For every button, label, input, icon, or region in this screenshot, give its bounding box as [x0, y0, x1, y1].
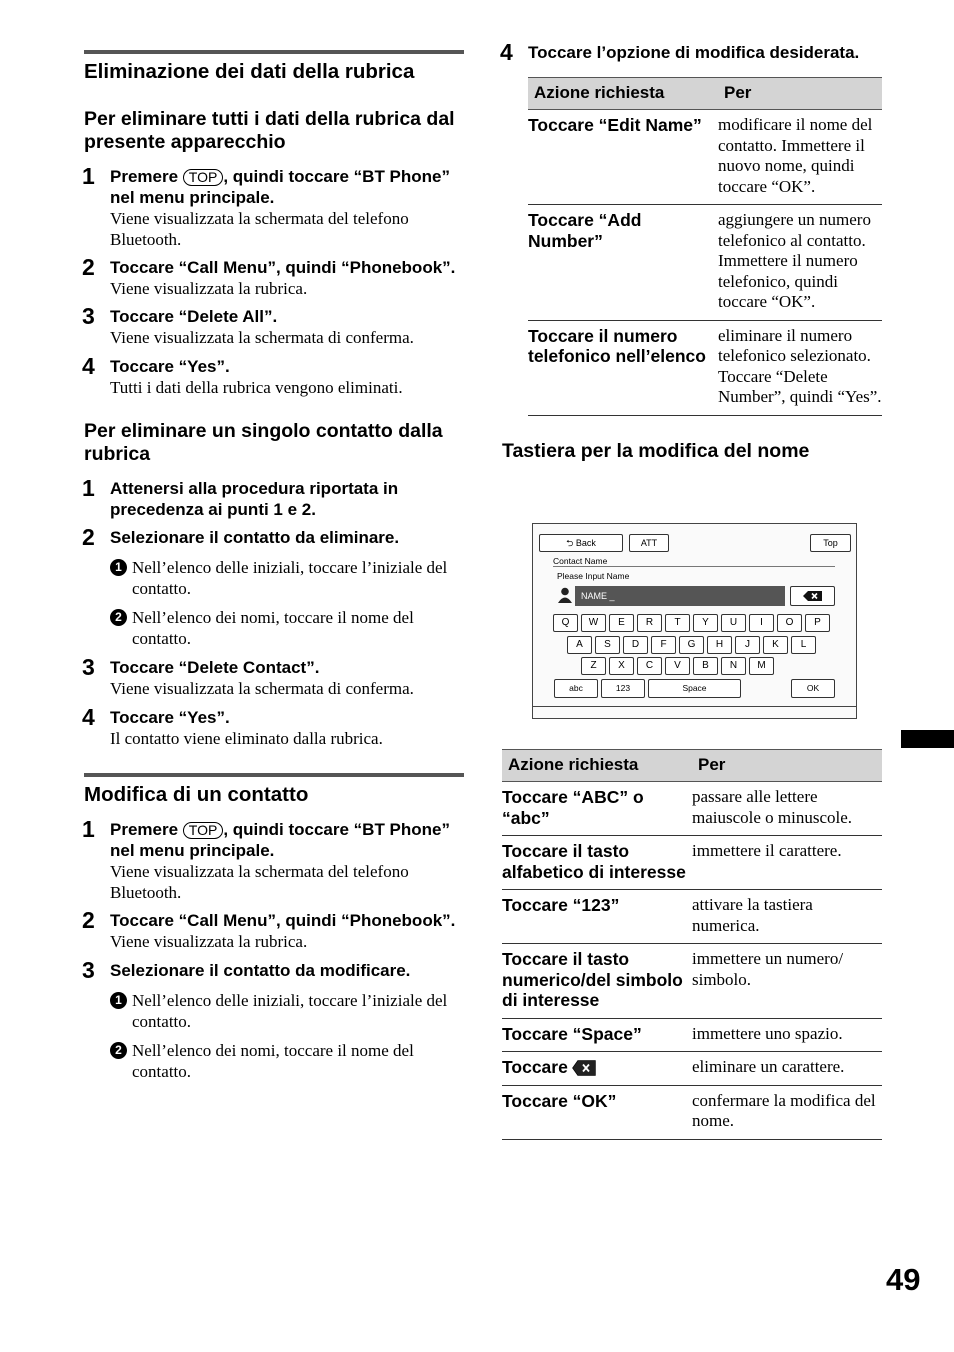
backspace-icon: [572, 1060, 596, 1076]
step-1: 1 Premere TOP , quindi toccare “BT Phone” nel menu principale. Viene visualizzata la schermata del telefono Bluetooth.: [82, 816, 450, 902]
screen-bottom-bar: [533, 706, 856, 707]
circled-number-2: 2: [110, 1042, 127, 1059]
edit-options-table: [528, 77, 882, 416]
page-tab-marker: [901, 730, 954, 748]
circled-number-1: 1: [110, 992, 127, 1009]
att-button[interactable]: ATT: [629, 534, 669, 552]
step-1: 1 Attenersi alla procedura riportata in precedenza ai punti 1 e 2.: [82, 475, 399, 519]
top-button[interactable]: Top: [810, 534, 851, 552]
table-row: Toccare “ABC” o “abc” passare alle lettere maiuscole o minuscole.: [502, 782, 882, 836]
step-3: 3 Selezionare il contatto da modificare.: [82, 957, 411, 983]
key-t[interactable]: T: [665, 614, 690, 632]
section-title-modifica: Modifica di un contatto: [84, 783, 309, 806]
backspace-icon: [803, 590, 823, 602]
circled-number-2: 2: [110, 609, 127, 626]
key-a[interactable]: A: [567, 636, 592, 654]
key-i[interactable]: I: [749, 614, 774, 632]
table-row: Toccare il numero telefonico nell’elenco eliminare il numero telefonico selezionato. Toccare “Delete Number”, quindi “Yes”.: [528, 320, 882, 415]
abc-key[interactable]: abc: [554, 679, 598, 698]
page-number: 49: [886, 1262, 921, 1297]
right-column: [500, 39, 882, 463]
step-2: 2 Toccare “Call Menu”, quindi “Phonebook”. Viene visualizzata la rubrica.: [82, 907, 456, 951]
key-b[interactable]: B: [693, 657, 718, 675]
keyboard-actions-table: [502, 749, 882, 1140]
key-o[interactable]: O: [777, 614, 802, 632]
subsection-title-delete-single: Per eliminare un singolo contatto dalla rubrica: [84, 420, 443, 465]
key-n[interactable]: N: [721, 657, 746, 675]
name-keyboard-screen: [532, 523, 857, 719]
sub-step-1: 1 Nell’elenco delle iniziali, toccare l’iniziale del contatto.: [110, 557, 464, 599]
table-header-row: Azione richiesta Per: [502, 750, 882, 782]
key-r[interactable]: R: [637, 614, 662, 632]
ok-key[interactable]: OK: [791, 679, 835, 698]
backspace-key[interactable]: [790, 586, 835, 606]
key-h[interactable]: H: [707, 636, 732, 654]
sub-step-2: 2 Nell’elenco dei nomi, toccare il nome del contatto.: [110, 1040, 464, 1082]
table-row: Toccare il tasto alfabetico di interesse immettere il carattere.: [502, 836, 882, 890]
key-y[interactable]: Y: [693, 614, 718, 632]
key-g[interactable]: G: [679, 636, 704, 654]
top-button-glyph: TOP: [183, 822, 224, 839]
key-d[interactable]: D: [623, 636, 648, 654]
step-4: 4 Toccare “Yes”. Tutti i dati della rubrica vengono eliminati.: [82, 353, 403, 397]
table-row: Toccare “123” attivare la tastiera numerica.: [502, 890, 882, 944]
step-2: 2 Selezionare il contatto da eliminare.: [82, 524, 400, 550]
step-3: 3 Toccare “Delete Contact”. Viene visualizzata la schermata di conferma.: [82, 654, 414, 698]
left-column: [84, 50, 464, 1082]
step-1: 1 Premere TOP , quindi toccare “BT Phone” nel menu principale. Viene visualizzata la schermata del telefono Bluetooth.: [82, 163, 450, 249]
section-title-eliminazione: Eliminazione dei dati della rubrica: [84, 60, 415, 83]
back-arrow-icon: ⮌: [566, 538, 574, 548]
step-3: 3 Toccare “Delete All”. Viene visualizzata la schermata di conferma.: [82, 303, 414, 347]
table-row: Toccare “Edit Name” modificare il nome del contatto. Immettere il nuovo nome, quindi toccare “OK”.: [528, 110, 882, 205]
key-p[interactable]: P: [805, 614, 830, 632]
subsection-title-delete-all: Per eliminare tutti i dati della rubrica dal presente apparecchio: [84, 108, 455, 153]
circled-number-1: 1: [110, 559, 127, 576]
sub-step-1: 1 Nell’elenco delle iniziali, toccare l’iniziale del contatto.: [110, 990, 464, 1032]
key-f[interactable]: F: [651, 636, 676, 654]
section-rule: [84, 773, 464, 777]
table-header-row: Azione richiesta Per: [528, 78, 882, 110]
key-z[interactable]: Z: [581, 657, 606, 675]
back-button[interactable]: ⮌ Back: [539, 534, 623, 552]
divider: [553, 566, 835, 567]
contact-name-label: Contact Name: [553, 556, 608, 566]
step-4: 4 Toccare l’opzione di modifica desiderata.: [500, 39, 860, 65]
key-q[interactable]: Q: [553, 614, 578, 632]
key-u[interactable]: U: [721, 614, 746, 632]
key-m[interactable]: M: [749, 657, 774, 675]
key-v[interactable]: V: [665, 657, 690, 675]
table-row: Toccare “OK” confermare la modifica del nome.: [502, 1085, 882, 1139]
key-j[interactable]: J: [735, 636, 760, 654]
table-row: Toccare il tasto numerico/del simbolo di interesse immettere un numero/ simbolo.: [502, 944, 882, 1019]
key-l[interactable]: L: [791, 636, 816, 654]
please-input-label: Please Input Name: [557, 571, 630, 581]
section-rule: [84, 50, 464, 54]
step-4: 4 Toccare “Yes”. Il contatto viene eliminato dalla rubrica.: [82, 704, 383, 748]
space-key[interactable]: Space: [648, 679, 741, 698]
sub-step-2: 2 Nell’elenco dei nomi, toccare il nome del contatto.: [110, 607, 464, 649]
key-k[interactable]: K: [763, 636, 788, 654]
step-2: 2 Toccare “Call Menu”, quindi “Phonebook”. Viene visualizzata la rubrica.: [82, 254, 456, 298]
key-x[interactable]: X: [609, 657, 634, 675]
key-c[interactable]: C: [637, 657, 662, 675]
table-row: Toccare “Space” immettere uno spazio.: [502, 1018, 882, 1052]
person-icon: [558, 587, 572, 608]
name-input-field[interactable]: NAME _: [575, 586, 785, 606]
key-e[interactable]: E: [609, 614, 634, 632]
key-w[interactable]: W: [581, 614, 606, 632]
key-s[interactable]: S: [595, 636, 620, 654]
table-row: Toccare eliminare un carattere.: [502, 1052, 882, 1086]
keyboard-section-title: Tastiera per la modifica del nome: [502, 439, 810, 462]
numeric-key[interactable]: 123: [601, 679, 645, 698]
table-row: Toccare “Add Number” aggiungere un numero telefonico al contatto. Immettere il numero telefonico, quindi toccare “OK”.: [528, 205, 882, 321]
top-button-glyph: TOP: [183, 169, 224, 186]
